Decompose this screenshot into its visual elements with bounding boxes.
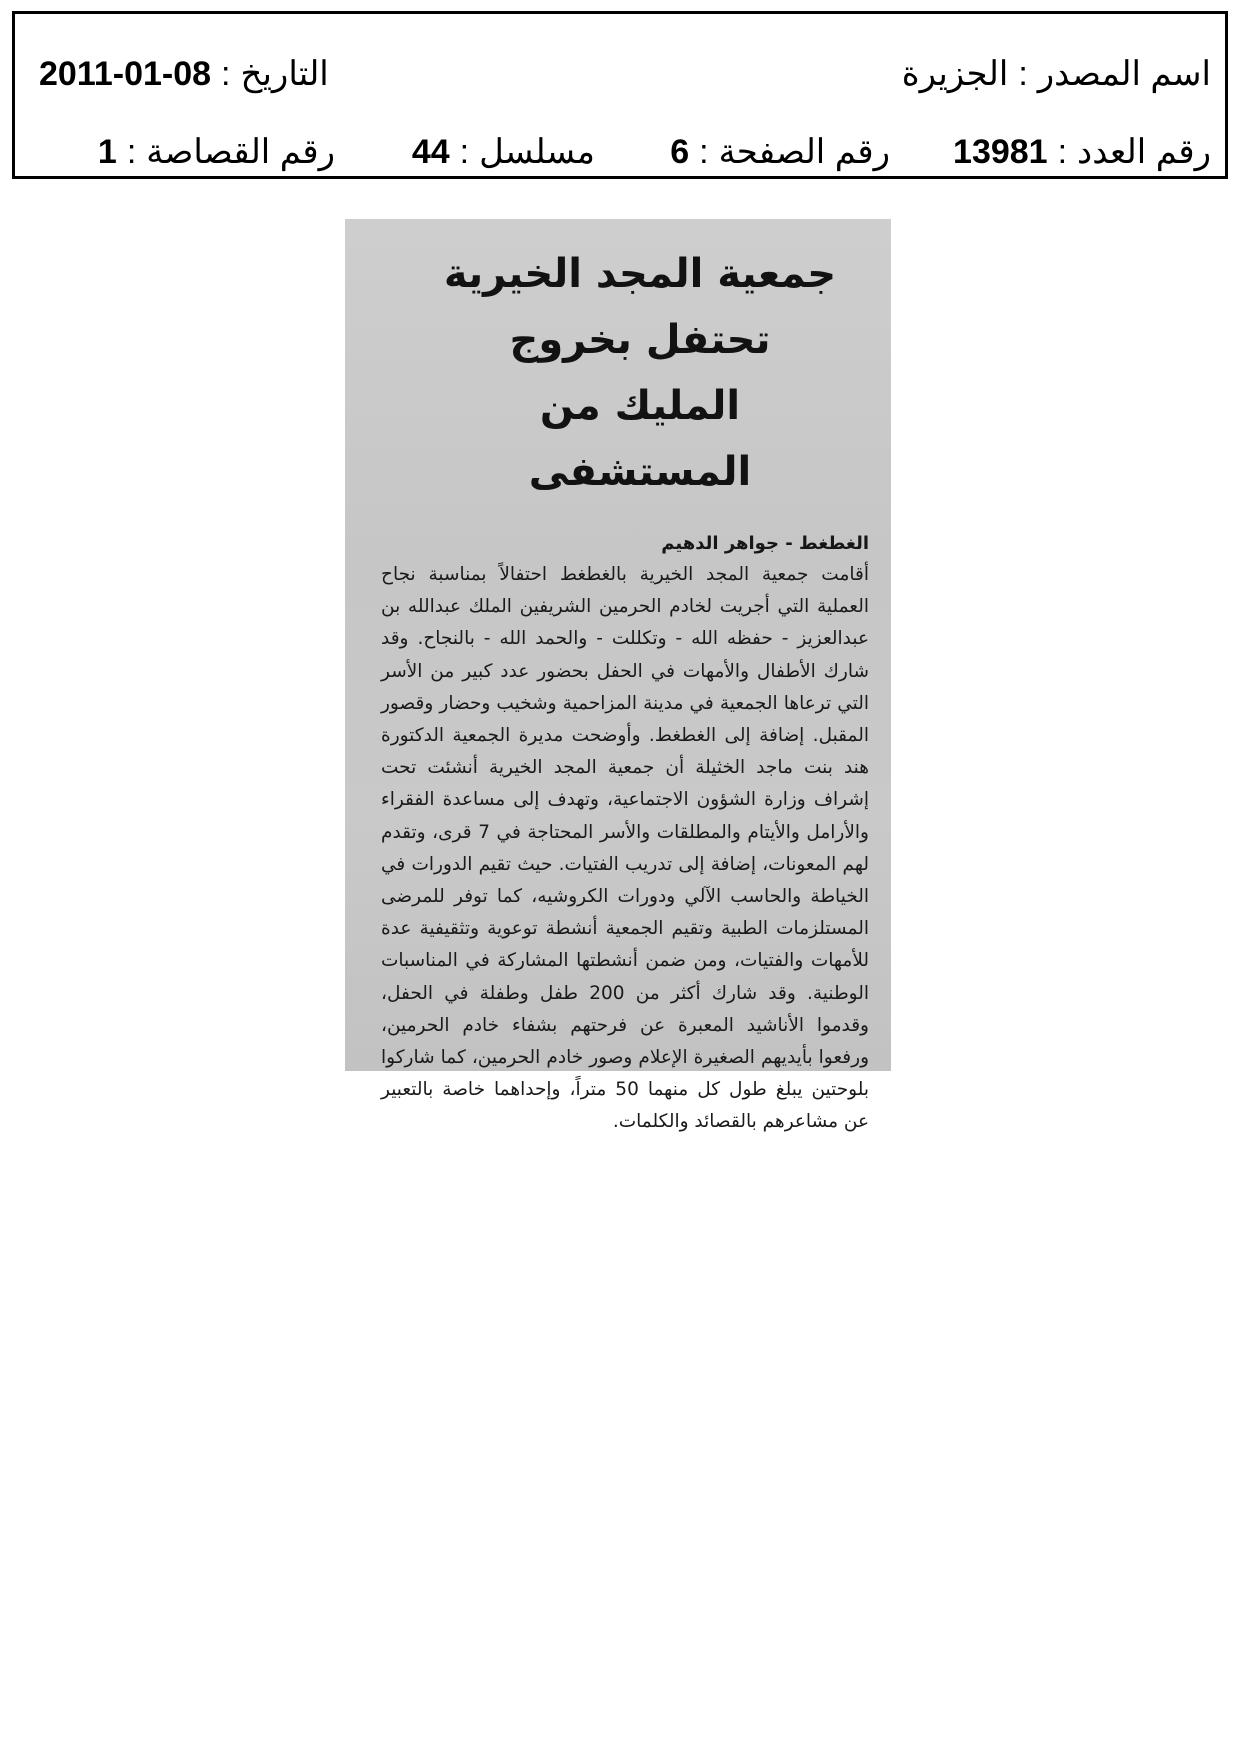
source-field	[902, 54, 1211, 94]
source-label: اسم المصدر	[1037, 55, 1211, 93]
serial-label: مسلسل	[479, 133, 595, 171]
serial-separator: :	[459, 133, 470, 171]
page-value: 6	[670, 133, 690, 171]
issue-value: 13981	[953, 133, 1048, 171]
clip-number-value: 1	[97, 133, 117, 171]
date-field	[39, 54, 329, 94]
source-value: الجزيرة	[901, 55, 1009, 93]
page-separator: :	[699, 133, 709, 171]
issue-field	[953, 132, 1211, 172]
clip-number-label: رقم القصاصة	[146, 133, 335, 171]
date-label: التاريخ	[240, 55, 329, 93]
serial-value: 44	[411, 133, 450, 171]
clipping-metadata-box	[12, 11, 1228, 179]
clip-number-separator: :	[126, 133, 137, 171]
date-separator: :	[221, 55, 231, 93]
date-value: 2011-01-08	[39, 55, 212, 93]
article-body: أقامت جمعية المجد الخيرية بالغطغط احتفالاً بمناسبة نجاح العملية التي أجريت لخادم الحرمين الشريفين الملك عبدالله بن عبدالعزيز - حفظه الله - وتكللت - والحمد الله - بالنجاح. وقد شارك الأطفال والأمهات في الحفل بحضور عدد كبير من الأسر التي ترعاها الجمعية في مدينة المزاحمية وشخيب وحضار وقصور المقبل. إضافة إلى الغطغط. وأوضحت مديرة الجمعية الدكتورة هند بنت ماجد الخثيلة أن جمعية المجد الخيرية أنشئت تحت إشراف وزارة الشؤون الاجتماعية، وتهدف إلى مساعدة الفقراء والأرامل والأيتام والمطلقات والأسر المحتاجة في 7 قرى، وتقدم لهم المعونات، إضافة إلى تدريب الفتيات. حيث تقيم الدورات في الخياطة والحاسب الآلي ودورات الكروشيه، كما توفر للمرضى المستلزمات الطبية وتقيم الجمعية أنشطة توعوية وتثقيفية عدة للأمهات والفتيات، ومن ضمن أنشطتها المشاركة في المناسبات الوطنية. وقد شارك أكثر من 200 طفل وطفلة في الحفل، وقدموا الأناشيد المعبرة عن فرحتهم بشفاء خادم الحرمين، ورفعوا بأيديهم الصغيرة الإعلام وصور خادم الحرمين، كما شاركوا بلوحتين يبلغ طول كل منهما 50 متراً، وإحداهما خاصة بالتعبير عن مشاعرهم بالقصائد والكلمات.	[381, 564, 870, 1133]
serial-field	[412, 132, 595, 172]
article-byline: الغطغط - جواهر الدهيم	[661, 533, 869, 554]
page-field	[670, 132, 890, 172]
newspaper-clipping	[345, 219, 891, 1133]
page-label: رقم الصفحة	[718, 133, 890, 171]
issue-label: رقم العدد	[1077, 133, 1211, 171]
issue-separator: :	[1057, 133, 1068, 171]
source-separator: :	[1018, 55, 1028, 93]
article-headline: جمعية المجد الخيرية تحتفل بخروج المليك من المستشفى	[443, 251, 837, 495]
clip-number-field	[98, 132, 335, 172]
